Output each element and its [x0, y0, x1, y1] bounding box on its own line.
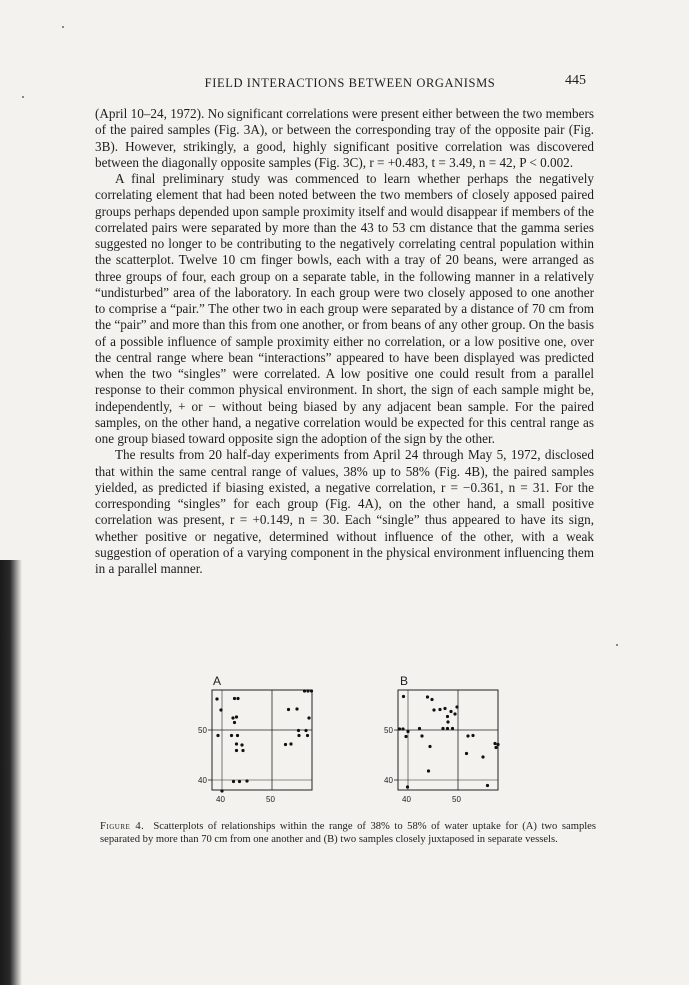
panel-a-frame [212, 690, 312, 790]
panel-a-point-5 [233, 697, 236, 700]
panel-b-point-8 [455, 705, 458, 708]
panel-b-point-19 [404, 735, 407, 738]
panel-a-y-tick-50: 50 [198, 726, 207, 735]
panel-a-point-8 [287, 708, 290, 711]
panel-b-point-5 [438, 708, 441, 711]
panel-b-point-26 [428, 745, 431, 748]
panel-a-point-23 [284, 743, 287, 746]
panel-a-point-6 [236, 697, 239, 700]
panel-b-frame [398, 690, 498, 790]
panel-a-point-21 [235, 742, 238, 745]
panel-a-point-15 [304, 729, 307, 732]
panel-a-point-25 [235, 749, 238, 752]
panel-b-point-7 [449, 710, 452, 713]
panel-b-point-27 [465, 752, 468, 755]
panel-b-point-21 [466, 734, 469, 737]
scan-speck [22, 96, 24, 98]
figure-caption-label: Figure 4. [100, 821, 145, 832]
panel-a-plot [192, 674, 327, 809]
panel-b-point-1 [402, 695, 405, 698]
panel-a-y-tick-40: 40 [198, 776, 207, 785]
panel-a-point-27 [232, 780, 235, 783]
scatterplot-a [192, 674, 327, 809]
panel-b-letter: B [400, 674, 409, 688]
paragraph-2: A final preliminary study was commenced to learn whether perhaps the negatively correlating element that had been noted between the two members of closely apposed paired groups perhaps depended upon sample proximity itself and would disappear if members of the correlated pairs were separated by more than the 43 to 53 cm distance that the gamma series suggested no longer to be contributing to the negatively correlating central population within the scatterplot. Twelve 10 cm finger bowls, each with a tray of 20 beans, were arranged as three groups of four, each group on a separate table, in the following manner in a relatively “undisturbed” area of the laboratory. In each group were two closely apposed to one another to comprise a “pair.” The other two in each group were separated by a distance of 70 cm from the “pair” and more than this from one another, or from beans of any other group. On the basis of a possible influence of sample proximity either no correlation, or a low positive one, over the central range where bean “interactions” appeared to have been displayed was predicted when the two “singles” were correlated. A low positive one could result from a parallel response to their common physical environment. In short, the sign of each sample might be, independently, + or − without being biased by any adjacent bean sample. For the paired samples, on the other hand, a negative correlation would be expected for this central range as one group biased toward opposite sign the adoption of the sign by the other. [95, 171, 594, 446]
panel-b-point-23 [493, 742, 496, 745]
panel-a-point-22 [240, 743, 243, 746]
panel-a-point-2 [306, 689, 309, 692]
panel-b-plot [378, 674, 513, 809]
panel-b-point-31 [406, 785, 409, 788]
panel-b-x-tick-40: 40 [402, 795, 411, 804]
panel-b-point-12 [398, 727, 401, 730]
panel-b-point-13 [401, 727, 404, 730]
page-number: 445 [565, 73, 586, 88]
panel-a-point-13 [233, 721, 236, 724]
panel-a-point-12 [307, 716, 310, 719]
figure-caption [100, 820, 596, 846]
panel-a-point-20 [306, 734, 309, 737]
panel-b-point-4 [432, 708, 435, 711]
panel-b-y-tick-50: 50 [384, 726, 393, 735]
panel-a-point-11 [235, 715, 238, 718]
panel-b-point-9 [446, 715, 449, 718]
panel-a-x-tick-40: 40 [216, 795, 225, 804]
panel-b-point-20 [420, 734, 423, 737]
paragraph-3: The results from 20 half-day experiments from April 24 through May 5, 1972, disclosed that within the same central range of values, 38% up to 58% (Fig. 4B), the paired samples yielded, as predicted if biasing existed, a negative correlation, r = −0.361, n = 31. For the corresponding “singles” for each group (Fig. 4A), on the other hand, a small positive correlation was present, r = +0.149, n = 30. Each “single” thus appeared to have its sign, whether positive or negative, determined without influence of the other, with a weak suggestion of operation of a varying component in the physical environment influencing them in a parallel manner. [95, 447, 594, 576]
panel-b-point-14 [406, 730, 409, 733]
panel-a-point-24 [289, 742, 292, 745]
panel-a-point-7 [219, 708, 222, 711]
running-head: FIELD INTERACTIONS BETWEEN ORGANISMS [204, 76, 496, 90]
panel-b-point-22 [471, 734, 474, 737]
scan-speck [616, 644, 618, 646]
panel-b-point-11 [453, 712, 456, 715]
panel-b-x-tick-50: 50 [452, 795, 461, 804]
paragraph-1: (April 10–24, 1972). No significant correlations were present either between the two members of the paired samples (Fig. 3A), or between the corresponding tray of the opposite pair (Fig. 3B). However, strikingly, a good, highly significant positive correlation was discovered between the diagonally opposite samples (Fig. 3C), r = +0.483, t = 3.49, n = 42, P < 0.002. [95, 106, 594, 170]
panel-b-point-6 [443, 707, 446, 710]
panel-a-point-10 [231, 716, 234, 719]
panel-b-point-28 [481, 755, 484, 758]
scatterplot-b [378, 674, 513, 809]
panel-b-point-17 [446, 727, 449, 730]
panel-a-point-14 [297, 729, 300, 732]
panel-b-point-25 [494, 746, 497, 749]
body-text [95, 106, 594, 577]
panel-b-point-2 [426, 695, 429, 698]
figure-caption-text: Scatterplots of relationships within the range of 38% to 58% of water uptake for (A) two samples separated by more than 70 cm from one another and (B) two samples closely juxtaposed in separate vessels. [100, 821, 597, 845]
panel-a-point-28 [238, 780, 241, 783]
panel-a-point-3 [310, 689, 313, 692]
panel-a-point-4 [215, 697, 218, 700]
panel-b-point-18 [451, 727, 454, 730]
panel-b-point-29 [427, 769, 430, 772]
panel-a-letter: A [213, 674, 222, 688]
panel-b-point-24 [496, 743, 499, 746]
panel-b-point-15 [418, 727, 421, 730]
panel-a-point-17 [230, 734, 233, 737]
panel-a-point-30 [220, 789, 223, 792]
panel-b-y-tick-40: 40 [384, 776, 393, 785]
panel-a-point-19 [297, 734, 300, 737]
panel-b-point-30 [486, 784, 489, 787]
page-edge-shadow [0, 560, 22, 985]
panel-a-point-26 [241, 749, 244, 752]
panel-b-point-16 [441, 727, 444, 730]
panel-a-point-1 [303, 689, 306, 692]
panel-a-point-18 [236, 734, 239, 737]
scan-speck [62, 26, 64, 28]
panel-b-point-3 [430, 698, 433, 701]
panel-a-x-tick-50: 50 [266, 795, 275, 804]
panel-b-point-10 [446, 720, 449, 723]
panel-a-point-9 [295, 707, 298, 710]
panel-a-point-29 [245, 779, 248, 782]
panel-a-point-16 [216, 734, 219, 737]
